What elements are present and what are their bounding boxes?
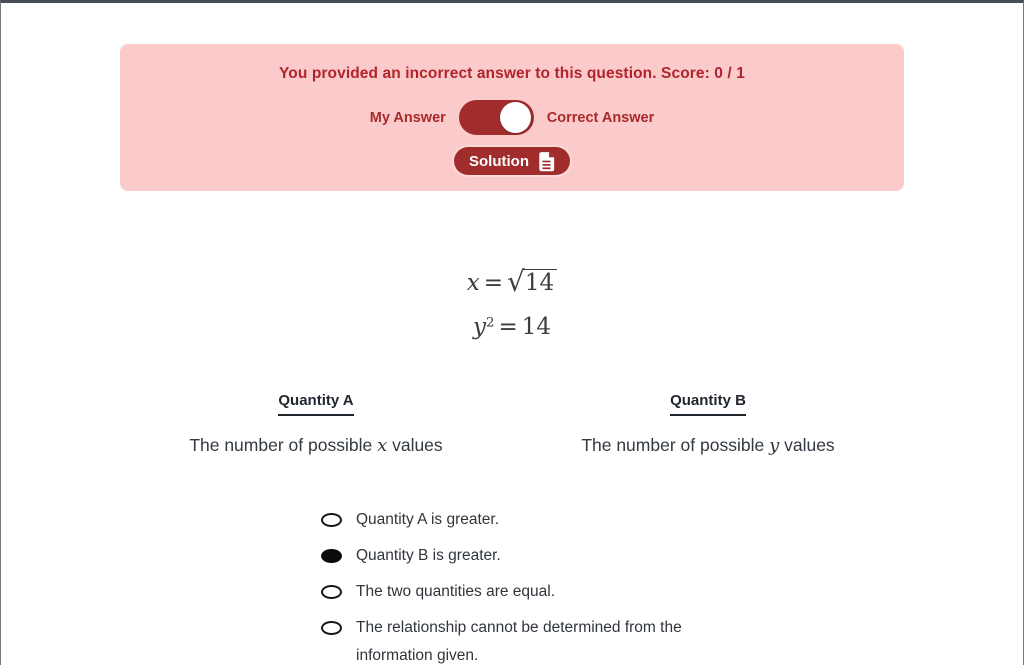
- radio-ellipse[interactable]: [321, 549, 342, 563]
- radio-ellipse[interactable]: [321, 621, 342, 635]
- quantity-a-variable: x: [377, 435, 388, 456]
- answer-option-cannot-determine[interactable]: [321, 614, 703, 670]
- option-label: The two quantities are equal.: [356, 583, 556, 600]
- equation-y-squared-14: [1, 311, 1023, 343]
- variable-y: y: [472, 314, 486, 340]
- my-answer-label: My Answer: [369, 109, 446, 126]
- answer-option-b-greater[interactable]: [321, 542, 703, 570]
- quantities-row: [120, 392, 904, 456]
- toggle-knob: [500, 102, 531, 133]
- equals-sign: =: [498, 314, 518, 340]
- quantity-b-variable: y: [769, 435, 780, 456]
- solution-button-label: Solution: [469, 152, 529, 170]
- quantity-b-description: [512, 435, 904, 456]
- document-icon: [538, 151, 555, 172]
- quantity-a-description: [120, 435, 512, 456]
- quantity-a-desc-suffix: values: [387, 435, 443, 455]
- quantity-b-column: [512, 392, 904, 456]
- variable-x: x: [466, 270, 480, 296]
- quantity-a-header: Quantity A: [278, 392, 353, 416]
- equation-x-sqrt-14: [1, 265, 1023, 299]
- option-label: Quantity A is greater.: [356, 511, 500, 528]
- answer-option-equal[interactable]: [321, 578, 703, 606]
- quantity-b-desc-suffix: values: [779, 435, 835, 455]
- answer-option-a-greater[interactable]: [321, 506, 703, 534]
- quantity-a-column: [120, 392, 512, 456]
- quantity-b-desc-prefix: The number of possible: [581, 435, 770, 455]
- radicand: 14: [523, 269, 557, 296]
- equation-rhs: 14: [521, 314, 552, 340]
- radio-ellipse[interactable]: [321, 513, 342, 527]
- quantity-a-desc-prefix: The number of possible: [189, 435, 378, 455]
- radio-ellipse[interactable]: [321, 585, 342, 599]
- incorrect-answer-message: You provided an incorrect answer to this question. Score: 0 / 1: [279, 65, 745, 82]
- quantity-b-header: Quantity B: [670, 392, 746, 416]
- option-label: Quantity B is greater.: [356, 547, 501, 564]
- answer-options-list: [321, 506, 703, 670]
- option-label: The relationship cannot be determined from the information given.: [356, 619, 682, 664]
- result-banner: [120, 44, 904, 191]
- exponent: 2: [485, 315, 495, 331]
- solution-button[interactable]: [454, 147, 570, 175]
- problem-equations: [1, 265, 1023, 343]
- answer-toggle[interactable]: [459, 100, 534, 135]
- answer-toggle-row: [140, 100, 884, 135]
- equals-sign: =: [483, 270, 504, 296]
- radical-sign: √: [507, 265, 525, 298]
- correct-answer-label: Correct Answer: [546, 109, 655, 126]
